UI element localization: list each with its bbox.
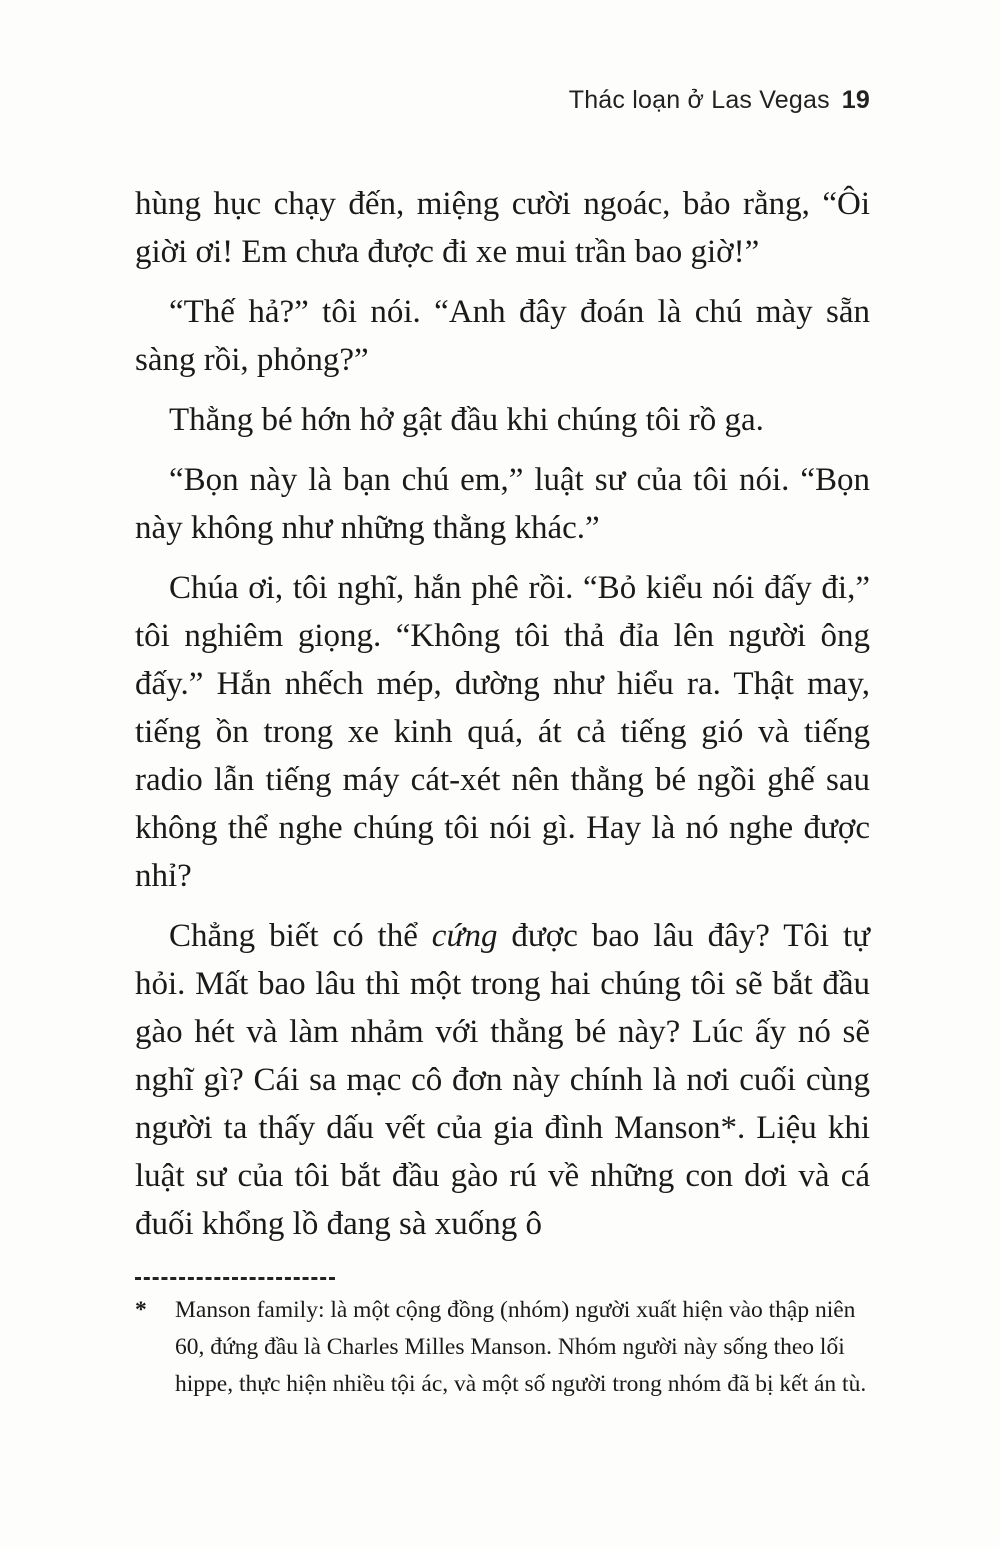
running-title: Thác loạn ở Las Vegas (568, 86, 830, 114)
paragraph-6-end: được bao lâu đây? Tôi tự hỏi. Mất bao lâu thì một trong hai chúng tôi sẽ bắt đầu gào hét và làm nhảm với thằng bé này? Lúc ấy nó sẽ nghĩ gì? Cái sa mạc cô đơn này chính là nơi cuối cùng người ta thấy dấu vết của gia đình Manson*. Liệu khi luật sư của tôi bắt đầu gào rú về những con dơi và cá đuối khổng lồ đang sà xuống ô (135, 918, 870, 1242)
paragraph-6 (135, 912, 870, 1248)
paragraph-4: “Bọn này là bạn chú em,” luật sư của tôi nói. “Bọn này không như những thằng khác.” (135, 462, 870, 546)
body-text (135, 180, 870, 1248)
paragraph-5: Chúa ơi, tôi nghĩ, hắn phê rồi. “Bỏ kiểu nói đấy đi,” tôi nghiêm giọng. “Không tôi thả đỉa lên người ông đấy.” Hắn nhếch mép, dường như hiểu ra. Thật may, tiếng ồn trong xe kinh quá, át cả tiếng gió và tiếng radio lẫn tiếng máy cát-xét nên thằng bé ngồi ghế sau không thể nghe chúng tôi nói gì. Hay là nó nghe được nhỉ? (135, 570, 870, 894)
paragraph-6-italic: cứng (431, 918, 498, 954)
footnote (135, 1292, 870, 1403)
paragraph-3: Thằng bé hớn hở gật đầu khi chúng tôi rồ ga. (169, 402, 764, 438)
footnote-marker: * (135, 1297, 147, 1323)
paragraph-1: hùng hục chạy đến, miệng cười ngoác, bảo rằng, “Ôi giời ơi! Em chưa được đi xe mui trần bao giờ!” (135, 186, 870, 270)
paragraph-6-start: Chẳng biết có thể (169, 918, 432, 954)
running-header (569, 86, 870, 115)
paragraph-2: “Thế hả?” tôi nói. “Anh đây đoán là chú mày sẵn sàng rồi, phỏng?” (135, 294, 870, 378)
footnote-divider (135, 1277, 335, 1280)
page-number: 19 (841, 86, 870, 114)
footnote-text: Manson family: là một cộng đồng (nhóm) người xuất hiện vào thập niên 60, đứng đầu là Charles Milles Manson. Nhóm người này sống theo lối hippe, thực hiện nhiều tội ác, và một số người trong nhóm đã bị kết án tù. (175, 1297, 867, 1397)
